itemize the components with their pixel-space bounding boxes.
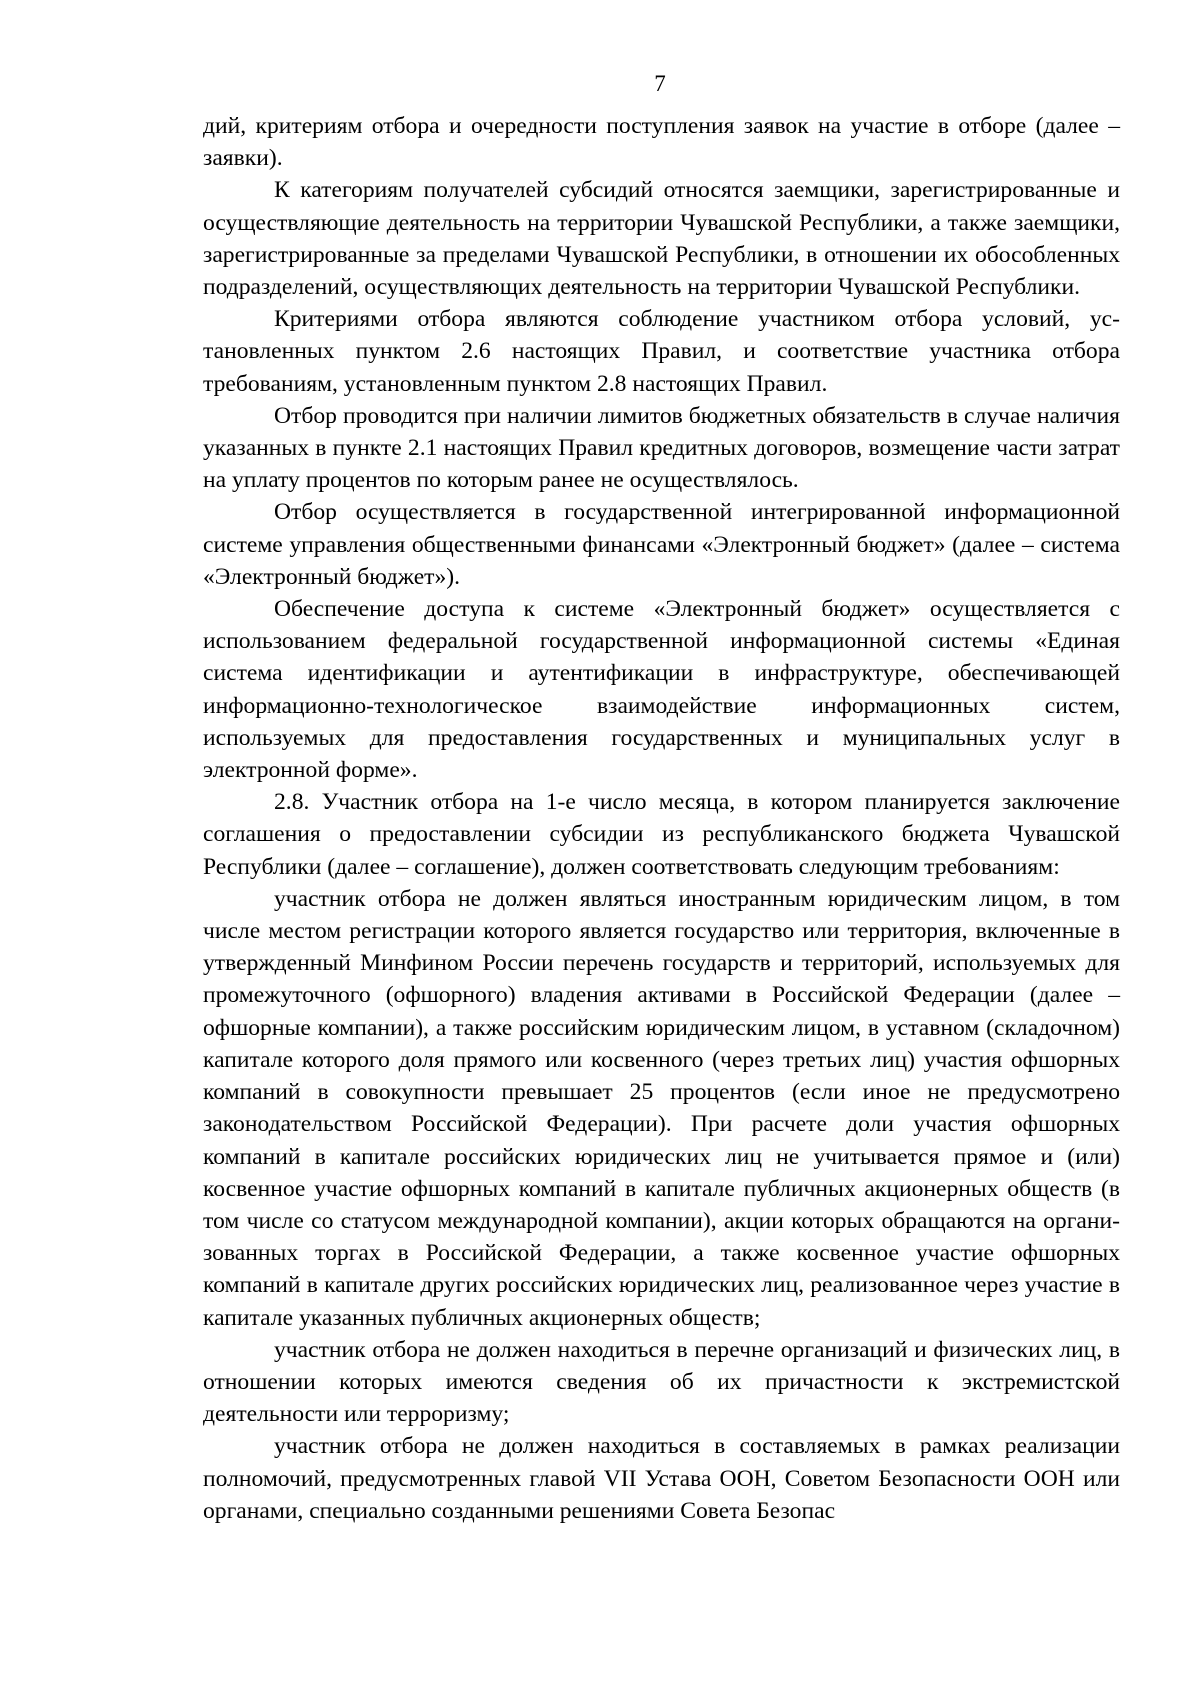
document-body: [203, 110, 1120, 1527]
paragraph: К категориям получателей субсидий относятся заемщики, зарегистрированные и осуществляющие деятельность на территории Чувашской Республики, а также заемщики, зарегистрированные за пределами Чувашской Республики, в отношении их обособленных подразделений, осуществляющих деятельность на территории Чувашской Республики.: [203, 177, 1120, 301]
paragraph: дий, критериям отбора и очередности поступления заявок на участие в отборе (далее – заявки).: [203, 113, 1120, 172]
paragraph: участник отбора не должен находиться в перечне организаций и физических лиц, в отношении которых имеются сведения об их причастности к экстремистской деятельности или терроризму;: [203, 1336, 1120, 1428]
paragraph: Обеспечение доступа к системе «Электронный бюджет» осуществляется с использованием федеральной государственной информационной системы «Единая система идентификации и аутентификации в инфраструктуре, обеспечивающей информационно-технологическое взаимодействие информационных систем, используемых для предоставления государственных и муниципальных услуг в электронной форме».: [203, 596, 1120, 784]
paragraph: Отбор осуществляется в государственной интегрированной информационной системе управления общественными финансами «Электронный бюджет» (далее – система «Электронный бюджет»).: [203, 499, 1120, 590]
paragraph: участник отбора не должен являться иностранным юридическим лицом, в том числе местом регистрации которого является государство или территория, включенные в утвержденный Минфином России перечень государств и территорий, используемых для промежуточного (офшорного) владения активами в Российской Федерации (далее – офшорные компании), а также российским юридическим лицом, в уставном (складочном) капитале которого доля прямого или косвенного (через третьих лиц) участия офшорных компаний в совокупности превышает 25 процентов (если иное не предусмотрено законодательством Российской Федерации). При расчете доли участия офшорных компаний в капитале российских юридических лиц не учитывается прямое и (или) косвенное участие офшорных компаний в капитале публичных акционерных обществ (в том числе со статусом международной компании), акции которых обращаются на организованных торгах в Российской Федерации, а также косвенное участие офшорных компаний в капитале других российских юридических лиц, реализованное через участие в капитале указанных публичных акционерных обществ;: [203, 885, 1120, 1331]
paragraph: Критериями отбора являются соблюдение участником отбора условий, установленных пунктом 2.6 настоящих Правил, и соответствие участника отбора требованиям, установленным пунктом 2.8 настоящих Правил.: [203, 306, 1120, 397]
paragraph: Отбор проводится при наличии лимитов бюджетных обязательств в случае наличия указанных в пункте 2.1 настоящих Правил кредитных договоров, возмещение части затрат на уплату процентов по которым ранее не осуществлялось.: [203, 402, 1120, 494]
paragraph: 2.8. Участник отбора на 1-е число месяца, в котором планируется заключение соглашения о предоставлении субсидии из республиканского бюджета Чувашской Республики (далее – соглашение), должен соответствовать следующим требованиям:: [203, 789, 1120, 880]
paragraph: участник отбора не должен находиться в составляемых в рамках реализации полномочий, предусмотренных главой VII Устава ООН, Советом Безопасности ООН или органами, специально созданными решениями Совета Безопас: [203, 1433, 1120, 1524]
page-number: 7: [654, 71, 666, 96]
